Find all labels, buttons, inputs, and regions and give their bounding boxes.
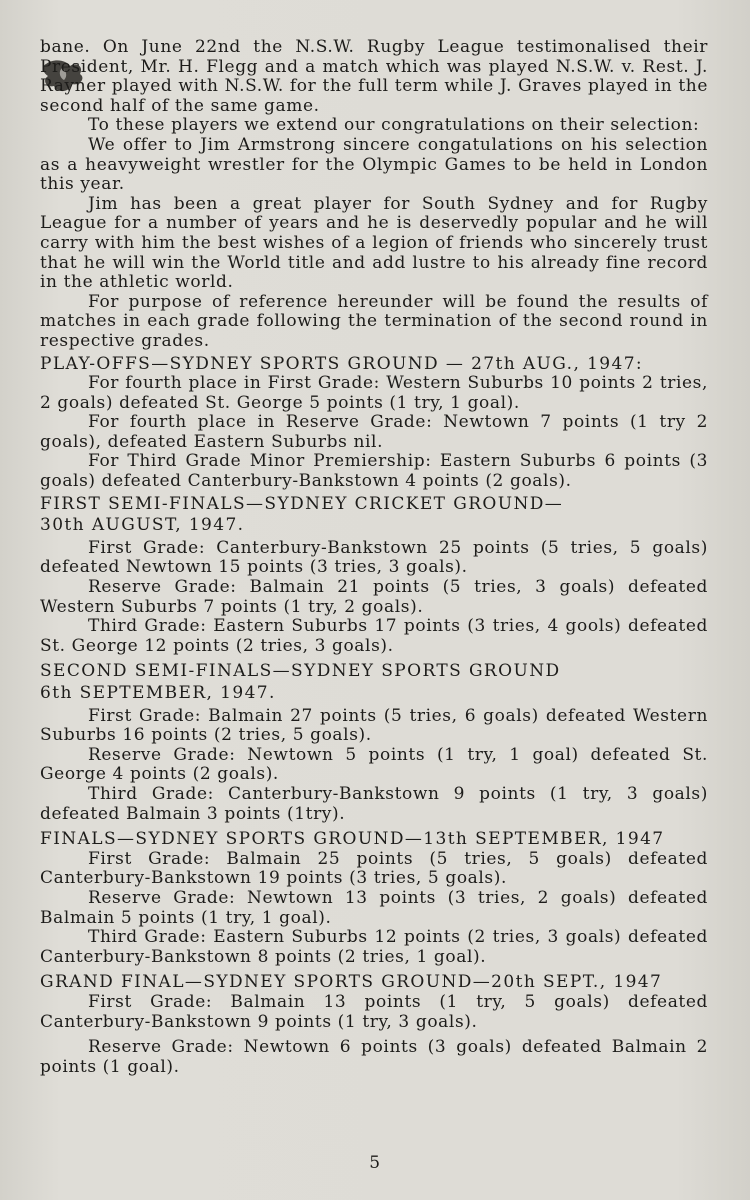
paragraph-armstrong-career: Jim has been a great player for South Sydney and for Rugby League for a number of years and he is deservedly popular and he will carry with him the best wishes of a legion of friends who sincerely trust that he will win the World title and add lustre to his already fine record in the athletic world. [40, 193, 708, 293]
result-first-semi-first-grade: First Grade: Canterbury-Bankstown 25 points (5 tries, 5 goals) defeated Newtown 15 points (3 tries, 3 goals). [40, 537, 708, 578]
result-final-first-grade: First Grade: Balmain 25 points (5 tries, 5 goals) defeated Canterbury-Bankstown 19 points (3 tries, 5 goals). [40, 848, 708, 889]
heading-second-semi-finals-date: 6th SEPTEMBER, 1947. [40, 683, 276, 703]
result-playoff-first-grade: For fourth place in First Grade: Western Suburbs 10 points 2 tries, 2 goals) defeated St. George 5 points (1 try, 1 goal). [40, 373, 708, 413]
result-first-semi-third-grade: Third Grade: Eastern Suburbs 17 points (3 tries, 4 gools) defeated St. George 12 points (2 tries, 3 goals). [40, 616, 708, 656]
result-second-semi-first-grade: First Grade: Balmain 27 points (5 tries, 6 goals) defeated Western Suburbs 16 points (2 tries, 5 goals). [40, 705, 708, 746]
result-final-reserve-grade: Reserve Grade: Newtown 13 points (3 tries, 2 goals) defeated Balmain 5 points (1 try, 1 goal). [40, 887, 708, 928]
result-second-semi-third-grade: Third Grade: Canterbury-Bankstown 9 points (1 try, 3 goals) defeated Balmain 3 points (1try). [40, 783, 708, 824]
page-number: 5 [369, 1153, 381, 1173]
heading-first-semi-finals-date: 30th AUGUST, 1947. [40, 515, 245, 536]
result-final-third-grade: Third Grade: Eastern Suburbs 12 points (2 tries, 3 goals) defeated Canterbury-Bankstown 8 points (2 tries, 1 goal). [40, 927, 708, 967]
heading-grand-final: GRAND FINAL—SYDNEY SPORTS GROUND—20th SEPT., 1947 [40, 972, 663, 993]
result-first-semi-reserve-grade: Reserve Grade: Balmain 21 points (5 tries, 3 goals) defeated Western Suburbs 7 points (1 try, 2 goals). [40, 577, 708, 617]
paragraph-reference: For purpose of reference hereunder will be found the results of matches in each grade following the termination of the second round in respective grades. [40, 291, 708, 351]
heading-first-semi-finals: FIRST SEMI-FINALS—SYDNEY CRICKET GROUND— [40, 493, 564, 514]
paragraph-continuation: bane. On June 22nd the N.S.W. Rugby League testimonalised their President, Mr. H. Flegg and a match which was played N.S.W. v. Rest. J. Rayner played with N.S.W. for the full term while J. Graves played in the second half of the same game. [40, 37, 708, 116]
paragraph-armstrong-selection: We offer to Jim Armstrong sincere congatulations on his selection as a heavyweight wrestler for the Olympic Games to be held in London this year. [40, 134, 708, 195]
result-playoff-reserve-grade: For fourth place in Reserve Grade: Newtown 7 points (1 try 2 goals), defeated Eastern Suburbs nil. [40, 412, 708, 452]
heading-play-offs: PLAY-OFFS—SYDNEY SPORTS GROUND — 27th AUG., 1947: [40, 353, 644, 374]
result-grand-final-first-grade: First Grade: Balmain 13 points (1 try, 5 goals) defeated Canterbury-Bankstown 9 points (1 try, 3 goals). [40, 991, 708, 1032]
paragraph-congratulations: To these players we extend our congratulations on their selection: [88, 115, 700, 136]
result-second-semi-reserve-grade: Reserve Grade: Newtown 5 points (1 try, 1 goal) defeated St. George 4 points (2 goals). [40, 744, 708, 785]
article-body [40, 38, 708, 1077]
heading-second-semi-finals: SECOND SEMI-FINALS—SYDNEY SPORTS GROUND [40, 661, 561, 682]
heading-finals: FINALS—SYDNEY SPORTS GROUND—13th SEPTEMBER, 1947 [40, 829, 665, 850]
result-playoff-third-grade: For Third Grade Minor Premiership: Eastern Suburbs 6 points (3 goals) defeated Canterbury-Bankstown 4 points (2 goals). [40, 451, 708, 492]
result-grand-final-reserve-grade: Reserve Grade: Newtown 6 points (3 goals) defeated Balmain 2 points (1 goal). [40, 1037, 708, 1077]
